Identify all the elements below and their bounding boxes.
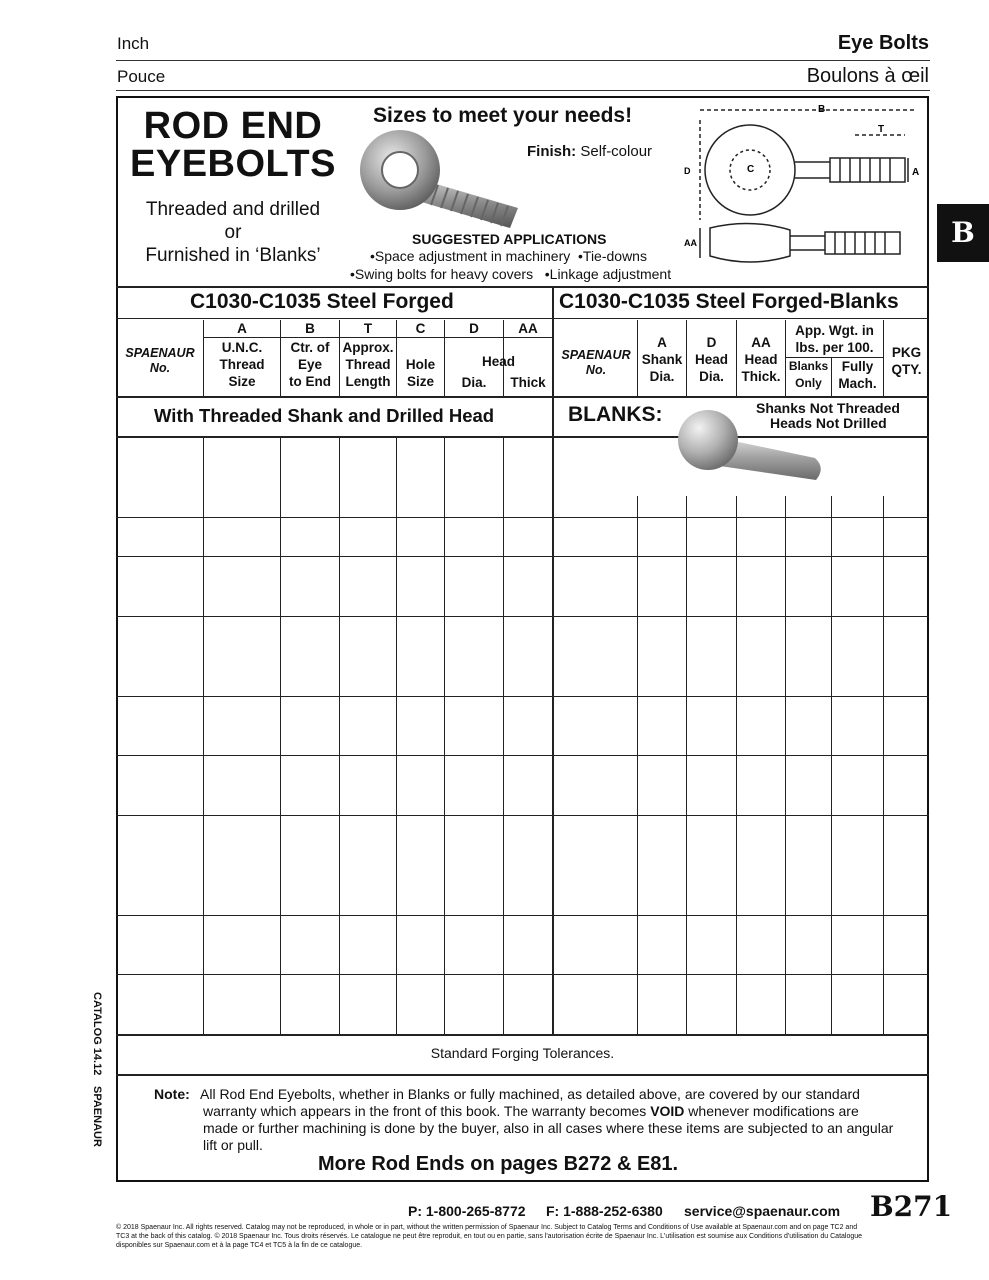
blank-photo — [670, 408, 830, 488]
left-group-rule-5 — [116, 815, 552, 816]
right-head-headdia: D Head Dia. — [694, 335, 728, 384]
left-head-length: Approx. Thread Length — [342, 340, 394, 389]
drawing-label-b: B — [818, 104, 826, 115]
left-group-rule-3 — [116, 616, 552, 617]
page-number: B271 — [870, 1190, 953, 1223]
note-line-3: made or further machining is done by the buyer, also in all cases where these items are subjected to an angular — [203, 1120, 894, 1136]
right-head-wgt: App. Wgt. in lbs. per 100. — [795, 323, 874, 355]
left-head-thread: U.N.C. Thread Size — [219, 340, 265, 389]
right-body-vline-3 — [785, 496, 786, 1034]
left-group-rule-half — [116, 696, 552, 697]
rule-table-bottom — [116, 1034, 929, 1036]
right-group-rule-5 — [552, 815, 929, 816]
note-line-2 — [203, 1103, 859, 1119]
left-letter-t: T — [363, 321, 373, 336]
right-head-blanks: Blanks Only — [788, 359, 829, 390]
right-section-title: C1030-C1035 Steel Forged-Blanks — [559, 290, 899, 313]
drawing-label-aa: AA — [684, 238, 697, 248]
header-right-fr: Boulons à œil — [806, 65, 929, 87]
eyebolt-photo — [358, 130, 528, 230]
left-group-rule-1 — [116, 517, 552, 518]
right-body-vline-0 — [637, 496, 638, 1034]
drawing-label-c: C — [747, 164, 755, 175]
title-line-1: ROD END — [143, 105, 323, 147]
right-group-rule-2 — [552, 616, 929, 617]
right-body-vline-5 — [883, 496, 884, 1034]
header-rule-2 — [116, 90, 930, 91]
header-right-en: Eye Bolts — [837, 32, 929, 54]
right-body-vline-2 — [736, 496, 737, 1034]
blanks-label: BLANKS: — [568, 403, 663, 426]
note-label: Note: — [154, 1086, 190, 1102]
footer-phone: P: 1-800-265-8772 — [408, 1203, 526, 1219]
note-void: VOID — [650, 1103, 685, 1119]
drawing-label-d: D — [684, 166, 691, 176]
note-line-4: lift or pull. — [203, 1137, 263, 1153]
rule-tolerance-bottom — [116, 1074, 929, 1076]
applications-title: SUGGESTED APPLICATIONS — [412, 231, 607, 247]
footer-email: service@spaenaur.com — [684, 1203, 841, 1219]
side-brand: SPAENAUR — [91, 1086, 103, 1147]
section-tab: B — [937, 204, 989, 262]
right-head-shank: A Shank Dia. — [641, 335, 683, 384]
drawing-label-t: T — [878, 124, 885, 135]
finish-label: Finish: — [527, 143, 577, 160]
note-line-2c: whenever modifications are — [684, 1103, 859, 1119]
right-group-rule-4 — [552, 755, 929, 756]
right-group-rule-3 — [552, 696, 929, 697]
side-catalog: CATALOG 14.12 — [91, 992, 103, 1076]
rule-section-title — [116, 318, 929, 319]
applications-line-2: •Swing bolts for heavy covers •Linkage adjustment — [350, 266, 672, 282]
rule-center — [552, 286, 554, 1034]
header-left-fr: Pouce — [117, 67, 166, 86]
right-body-vline-1 — [686, 496, 687, 1034]
header-rule-1 — [116, 60, 930, 61]
right-head-spaenaur: SPAENAUR No. — [561, 348, 631, 377]
left-body-vline-4 — [444, 436, 445, 1034]
right-group-rule-0 — [552, 517, 929, 518]
left-group-rule-7 — [116, 974, 552, 975]
more-rod-ends: More Rod Ends on pages B272 & E81. — [318, 1153, 679, 1175]
right-group-rule-6 — [552, 915, 929, 916]
footer-legal-1: © 2018 Spaenaur Inc. All rights reserved. Catalog may not be reproduced, in whole or in part, without the written permission of Spaenaur Inc. Subject to Catalog Terms and Conditions of Use available at Spaenaur.com and on page TC2 and — [116, 1224, 858, 1231]
left-letter-c: C — [415, 321, 426, 336]
right-head-fully: Fully Mach. — [838, 359, 877, 391]
note-line-1: All Rod End Eyebolts, whether in Blanks or fully machined, as detailed above, are covered by our standard — [200, 1086, 860, 1102]
left-head-hole: Hole Size — [405, 357, 436, 389]
finish-value: Self-colour — [580, 143, 653, 160]
left-group-rule-2 — [116, 556, 552, 557]
right-head-pkg: PKG QTY. — [891, 345, 922, 377]
left-letter-aa: AA — [518, 321, 538, 336]
title-line-2: EYEBOLTS — [130, 143, 336, 185]
left-head-dia: Dia. — [461, 375, 487, 390]
drawing-label-a: A — [912, 167, 920, 178]
right-head-headthick: AA Head Thick. — [741, 335, 781, 384]
left-body-vline-3 — [396, 436, 397, 1034]
technical-drawing — [680, 100, 925, 275]
subtitle-2: or — [224, 222, 242, 243]
note-line-2a: warranty which appears in the front of this book. The warranty becomes — [203, 1103, 651, 1119]
left-letter-a: A — [237, 321, 247, 336]
tagline: Sizes to meet your needs! — [373, 104, 633, 127]
left-body-vline-5 — [503, 436, 504, 1034]
right-group-rule-1 — [552, 556, 929, 557]
left-subtitle: With Threaded Shank and Drilled Head — [154, 405, 495, 426]
header-left-en: Inch — [117, 34, 150, 53]
rule-header-bottom — [116, 396, 929, 398]
footer-legal-2: TC3 at the back of this catalog. © 2018 Spaenaur Inc. Tous droits réservés. Le catalogue ne peut être reproduit, en tout ou en partie, sans l'autorisation écrite de Spaenaur Inc. L'utilisation est soumise aux Conditions d'utilisation du Catalogue — [116, 1233, 863, 1240]
left-head-head: Head — [481, 354, 515, 369]
left-section-title: C1030-C1035 Steel Forged — [190, 290, 454, 313]
tolerances: Standard Forging Tolerances. — [430, 1045, 615, 1061]
left-group-rule-6 — [116, 915, 552, 916]
left-head-spaenaur: SPAENAUR No. — [125, 346, 195, 375]
left-body-vline-1 — [280, 436, 281, 1034]
left-head-ctr: Ctr. of Eye to End — [289, 340, 331, 389]
blanks-note-1: Shanks Not Threaded — [756, 400, 900, 416]
footer-fax: F: 1-888-252-6380 — [546, 1203, 663, 1219]
right-body-vline-4 — [831, 496, 832, 1034]
left-group-rule-4 — [116, 755, 552, 756]
rule-banner — [116, 286, 929, 288]
left-letter-d: D — [469, 321, 479, 336]
rule-letters — [203, 337, 552, 338]
right-group-rule-7 — [552, 974, 929, 975]
left-body-vline-2 — [339, 436, 340, 1034]
subtitle-3: Furnished in ‘Blanks’ — [145, 245, 321, 266]
footer-legal-3: disponibles sur Spaenaur.com et à la page TC4 et TC5 à la fin de ce catalogue. — [116, 1242, 363, 1249]
left-letter-b: B — [305, 321, 315, 336]
left-body-vline-0 — [203, 436, 204, 1034]
finish-text — [527, 143, 652, 160]
subtitle-1: Threaded and drilled — [145, 199, 321, 220]
blanks-note-2: Heads Not Drilled — [770, 415, 887, 431]
left-head-thick: Thick — [510, 375, 546, 390]
applications-line-1: •Space adjustment in machinery •Tie-downs — [370, 248, 647, 264]
